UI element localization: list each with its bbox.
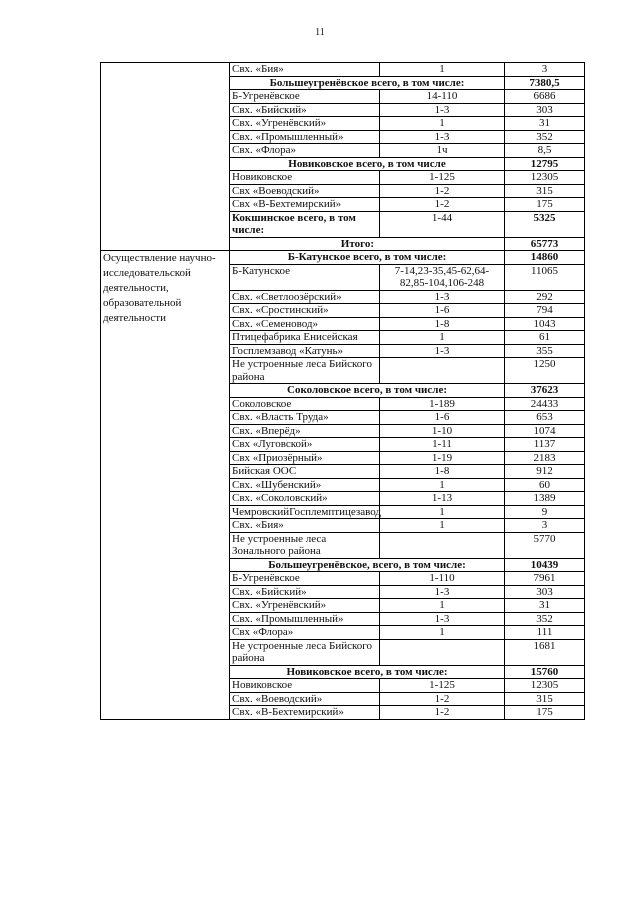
row-name: Свх. «Сростинский» bbox=[230, 304, 380, 318]
row-name: Свх. «Соколовский» bbox=[230, 492, 380, 506]
row-quarters bbox=[380, 532, 505, 558]
total-value: 65773 bbox=[505, 237, 585, 251]
row-name: Птицефабрика Енисейская bbox=[230, 331, 380, 345]
row-quarters: 1-2 bbox=[380, 198, 505, 212]
subtotal-value: 14860 bbox=[505, 251, 585, 265]
row-name: Свх «Флора» bbox=[230, 626, 380, 640]
row-quarters: 1-44 bbox=[380, 211, 505, 237]
row-area: 3 bbox=[505, 519, 585, 533]
row-area: 11065 bbox=[505, 264, 585, 290]
subtotal-label: Большеугренёвское всего, в том числе: bbox=[230, 76, 505, 90]
subtotal-value: 37623 bbox=[505, 384, 585, 398]
row-name: Свх. «Бийский» bbox=[230, 103, 380, 117]
row-quarters: 1-125 bbox=[380, 171, 505, 185]
subtotal-label: Новиковское всего, в том числе bbox=[230, 157, 505, 171]
row-name: Свх. «Промышленный» bbox=[230, 612, 380, 626]
row-area: 9 bbox=[505, 505, 585, 519]
row-quarters: 1-189 bbox=[380, 397, 505, 411]
row-quarters: 1-2 bbox=[380, 184, 505, 198]
row-area: 175 bbox=[505, 706, 585, 720]
row-area: 303 bbox=[505, 585, 585, 599]
row-area: 303 bbox=[505, 103, 585, 117]
row-area: 1250 bbox=[505, 358, 585, 384]
subtotal-value: 12795 bbox=[505, 157, 585, 171]
row-area: 12305 bbox=[505, 171, 585, 185]
row-area: 912 bbox=[505, 465, 585, 479]
row-name: Свх. «Флора» bbox=[230, 144, 380, 158]
row-quarters: 1-2 bbox=[380, 706, 505, 720]
row-area: 653 bbox=[505, 411, 585, 425]
row-name: Свх. «Угренёвский» bbox=[230, 117, 380, 131]
row-name: Свх. «Угренёвский» bbox=[230, 599, 380, 613]
row-area: 352 bbox=[505, 130, 585, 144]
row-name: Свх. «В-Бехтемирский» bbox=[230, 706, 380, 720]
row-area: 355 bbox=[505, 344, 585, 358]
row-quarters: 7-14,23-35,45-62,64-82,85-104,106-248 bbox=[380, 264, 505, 290]
row-name: Свх. «Бия» bbox=[230, 63, 380, 77]
row-area: 8,5 bbox=[505, 144, 585, 158]
row-area: 2183 bbox=[505, 451, 585, 465]
row-name: Свх. «Шубенский» bbox=[230, 478, 380, 492]
row-name: Свх «Луговской» bbox=[230, 438, 380, 452]
row-quarters bbox=[380, 358, 505, 384]
row-area: 61 bbox=[505, 331, 585, 345]
row-quarters: 1-6 bbox=[380, 304, 505, 318]
forest-allocation-table bbox=[100, 62, 585, 720]
row-name: Новиковское bbox=[230, 171, 380, 185]
row-area: 352 bbox=[505, 612, 585, 626]
row-area: 292 bbox=[505, 290, 585, 304]
subtotal-label: Кокшинское всего, в том числе: bbox=[230, 211, 380, 237]
subtotal-label: Б-Катунское всего, в том числе: bbox=[230, 251, 505, 265]
row-quarters: 1-110 bbox=[380, 572, 505, 586]
row-area: 111 bbox=[505, 626, 585, 640]
table-row bbox=[101, 63, 585, 77]
row-area: 31 bbox=[505, 117, 585, 131]
row-name: Не устроенные леса Бийского района bbox=[230, 358, 380, 384]
row-area: 7961 bbox=[505, 572, 585, 586]
row-name: Свх. «Воеводский» bbox=[230, 692, 380, 706]
row-area: 31 bbox=[505, 599, 585, 613]
row-quarters: 1 bbox=[380, 63, 505, 77]
row-name: Б-Угренёвское bbox=[230, 572, 380, 586]
row-quarters: 1-3 bbox=[380, 585, 505, 599]
row-quarters: 1-3 bbox=[380, 103, 505, 117]
row-name: ЧемровскийГосплемптицезавод bbox=[230, 505, 380, 519]
total-label: Итого: bbox=[230, 237, 505, 251]
row-name: Свх. «Власть Труда» bbox=[230, 411, 380, 425]
row-name: Свх. «Вперёд» bbox=[230, 424, 380, 438]
row-quarters: 1 bbox=[380, 599, 505, 613]
row-name: Госплемзавод «Катунь» bbox=[230, 344, 380, 358]
row-area: 12305 bbox=[505, 679, 585, 693]
row-quarters bbox=[380, 639, 505, 665]
row-quarters: 1 bbox=[380, 331, 505, 345]
row-quarters: 1 bbox=[380, 117, 505, 131]
row-quarters: 1-3 bbox=[380, 612, 505, 626]
row-quarters: 1 bbox=[380, 626, 505, 640]
row-name: Не устроенные леса Зонального района bbox=[230, 532, 380, 558]
row-area: 1074 bbox=[505, 424, 585, 438]
row-quarters: 1-3 bbox=[380, 290, 505, 304]
row-name: Новиковское bbox=[230, 679, 380, 693]
row-name: Свх «Воеводский» bbox=[230, 184, 380, 198]
row-area: 175 bbox=[505, 198, 585, 212]
row-name: Свх. «Бийский» bbox=[230, 585, 380, 599]
row-name: Бийская ООС bbox=[230, 465, 380, 479]
subtotal-value: 15760 bbox=[505, 665, 585, 679]
row-area: 3 bbox=[505, 63, 585, 77]
row-quarters: 1-3 bbox=[380, 344, 505, 358]
row-name: Свх «Приозёрный» bbox=[230, 451, 380, 465]
row-quarters: 1-2 bbox=[380, 692, 505, 706]
row-area: 24433 bbox=[505, 397, 585, 411]
row-quarters: 14-110 bbox=[380, 90, 505, 104]
row-quarters: 1-125 bbox=[380, 679, 505, 693]
row-area: 1043 bbox=[505, 317, 585, 331]
page-number: 11 bbox=[315, 27, 325, 38]
row-area: 1389 bbox=[505, 492, 585, 506]
row-name: Б-Угренёвское bbox=[230, 90, 380, 104]
row-quarters: 1 bbox=[380, 519, 505, 533]
subtotal-value: 10439 bbox=[505, 558, 585, 572]
purpose-cell: Осуществление научно-исследовательской деятельности, образовательной деятельности bbox=[101, 251, 230, 720]
row-name: Свх «В-Бехтемирский» bbox=[230, 198, 380, 212]
row-area: 60 bbox=[505, 478, 585, 492]
row-area: 1137 bbox=[505, 438, 585, 452]
row-quarters: 1ч bbox=[380, 144, 505, 158]
row-quarters: 1-3 bbox=[380, 130, 505, 144]
row-quarters: 1-8 bbox=[380, 317, 505, 331]
subtotal-label: Соколовское всего, в том числе: bbox=[230, 384, 505, 398]
row-name: Свх. «Промышленный» bbox=[230, 130, 380, 144]
row-quarters: 1 bbox=[380, 505, 505, 519]
subtotal-value: 7380,5 bbox=[505, 76, 585, 90]
row-quarters: 1-19 bbox=[380, 451, 505, 465]
row-quarters: 1-13 bbox=[380, 492, 505, 506]
row-name: Не устроенные леса Бийского района bbox=[230, 639, 380, 665]
row-area: 6686 bbox=[505, 90, 585, 104]
row-name: Б-Катунское bbox=[230, 264, 380, 290]
purpose-cell-empty bbox=[101, 63, 230, 251]
row-quarters: 1-11 bbox=[380, 438, 505, 452]
subtotal-label: Новиковское всего, в том числе: bbox=[230, 665, 505, 679]
row-area: 315 bbox=[505, 692, 585, 706]
row-area: 1681 bbox=[505, 639, 585, 665]
row-area: 315 bbox=[505, 184, 585, 198]
row-name: Свх. «Семеновод» bbox=[230, 317, 380, 331]
row-name: Свх. «Бия» bbox=[230, 519, 380, 533]
row-quarters: 1-6 bbox=[380, 411, 505, 425]
row-quarters: 1-10 bbox=[380, 424, 505, 438]
row-name: Свх. «Светлоозёрский» bbox=[230, 290, 380, 304]
subtotal-value: 5325 bbox=[505, 211, 585, 237]
subtotal-label: Большеугренёвское, всего, в том числе: bbox=[230, 558, 505, 572]
row-name: Соколовское bbox=[230, 397, 380, 411]
row-quarters: 1 bbox=[380, 478, 505, 492]
row-area: 5770 bbox=[505, 532, 585, 558]
row-quarters: 1-8 bbox=[380, 465, 505, 479]
subtotal-row bbox=[101, 251, 585, 265]
row-area: 794 bbox=[505, 304, 585, 318]
